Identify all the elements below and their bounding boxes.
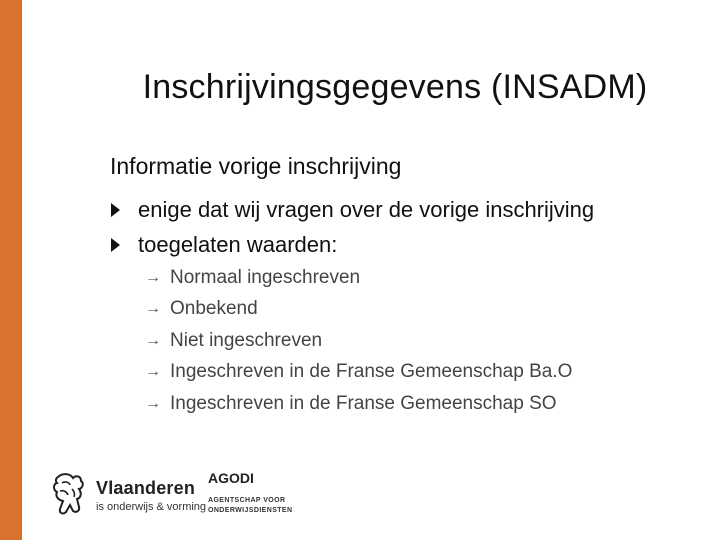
sub-bullet-text: Niet ingeschreven (170, 329, 323, 351)
footer-logos (48, 466, 298, 526)
sub-bullet-text: Ingeschreven in de Franse Gemeenschap SO (170, 392, 557, 414)
flemish-lion-icon (48, 471, 90, 517)
agodi-wordmark: AGODI (208, 470, 254, 486)
slide-title: Inschrijvingsgegevens (INSADM) (142, 68, 648, 106)
arrow-right-icon: → (145, 394, 161, 412)
vlaanderen-wordmark: Vlaanderen (96, 478, 196, 498)
sub-bullet-item (145, 388, 572, 420)
sub-bullet-text: Ingeschreven in de Franse Gemeenschap Ba.O (170, 361, 573, 383)
sub-bullet-item (145, 357, 572, 389)
allowed-values-list (145, 262, 572, 420)
sub-bullet-text: Onbekend (170, 298, 258, 320)
arrow-right-icon: → (145, 268, 161, 286)
triangle-right-icon (111, 203, 120, 217)
sub-bullet-item (145, 262, 572, 294)
arrow-right-icon: → (145, 331, 161, 349)
agodi-subtitle: ONDERWIJSDIENSTEN (208, 507, 293, 514)
bullet-list (110, 192, 594, 262)
bullet-text: enige dat wij vragen over de vorige inschrijving (138, 196, 595, 222)
arrow-right-icon: → (145, 363, 161, 381)
vlaanderen-tagline: is onderwijs & vorming (96, 501, 207, 513)
agodi-subtitle: AGENTSCHAP VOOR (208, 497, 286, 504)
bullet-item (110, 227, 594, 262)
sub-bullet-item (145, 325, 572, 357)
sub-bullet-item (145, 294, 572, 326)
sub-bullet-text: Normaal ingeschreven (170, 266, 361, 288)
bullet-item (110, 192, 594, 227)
arrow-right-icon: → (145, 300, 161, 318)
triangle-right-icon (111, 238, 120, 252)
bullet-text: toegelaten waarden: (138, 231, 338, 257)
section-heading: Informatie vorige inschrijving (110, 153, 402, 179)
